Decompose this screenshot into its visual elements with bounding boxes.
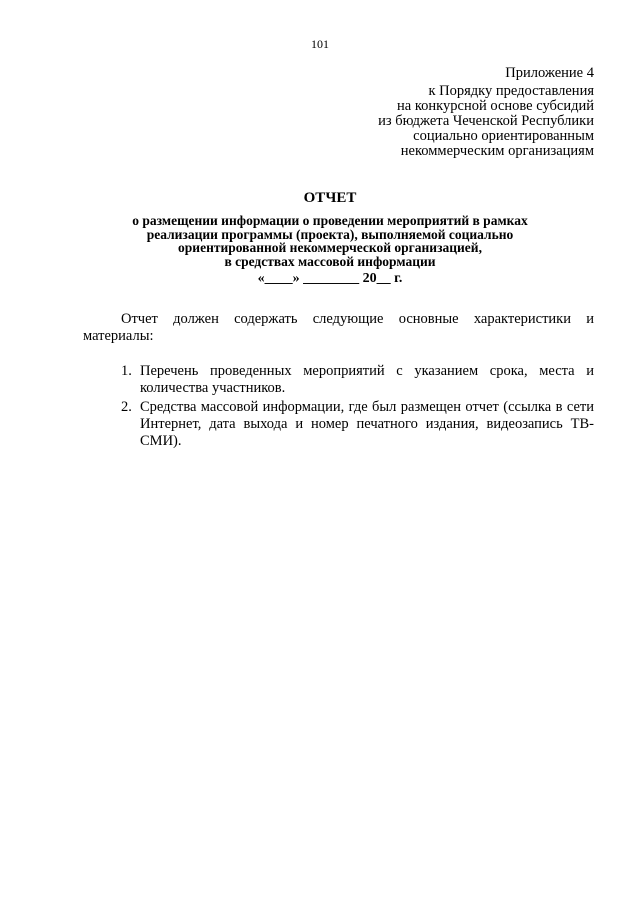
report-title: ОТЧЕТ <box>303 190 357 206</box>
appendix-line: некоммерческим организациям <box>400 143 594 159</box>
report-subtitle-line: о размещении информации о проведении мероприятий в рамках <box>132 213 528 228</box>
page-number: 101 <box>311 37 329 51</box>
report-subtitle-line: реализации программы (проекта), выполняемой социально <box>146 226 514 242</box>
appendix-header <box>294 66 594 159</box>
appendix-line: социально ориентированным <box>413 128 594 144</box>
report-heading <box>0 190 640 288</box>
appendix-line: к Порядку предоставления <box>428 83 594 99</box>
appendix-line: на конкурсной основе субсидий <box>397 98 594 114</box>
list-item-number: 1. <box>121 363 132 379</box>
requirements-list <box>83 363 594 452</box>
list-item-number: 2. <box>121 399 132 415</box>
list-item <box>83 363 594 397</box>
appendix-line: из бюджета Чеченской Республики <box>378 113 594 129</box>
list-item-text: Перечень проведенных мероприятий с указанием срока, места и количества участников. <box>140 363 594 396</box>
appendix-title: Приложение 4 <box>505 65 594 81</box>
report-subtitle-line: в средствах массовой информации <box>224 253 436 269</box>
intro-paragraph: Отчет должен содержать следующие основные характеристики и материалы: <box>83 311 594 344</box>
list-item-text: Средства массовой информации, где был размещен отчет (ссылка в сети Интернет, дата выхода и номер печатного издания, видеозапись ТВ-СМИ). <box>140 399 594 449</box>
report-subtitle-line: ориентированной некоммерческой организацией, <box>178 240 482 255</box>
report-date-line: «____» ________ 20__ г. <box>257 271 403 286</box>
list-item <box>83 399 594 450</box>
